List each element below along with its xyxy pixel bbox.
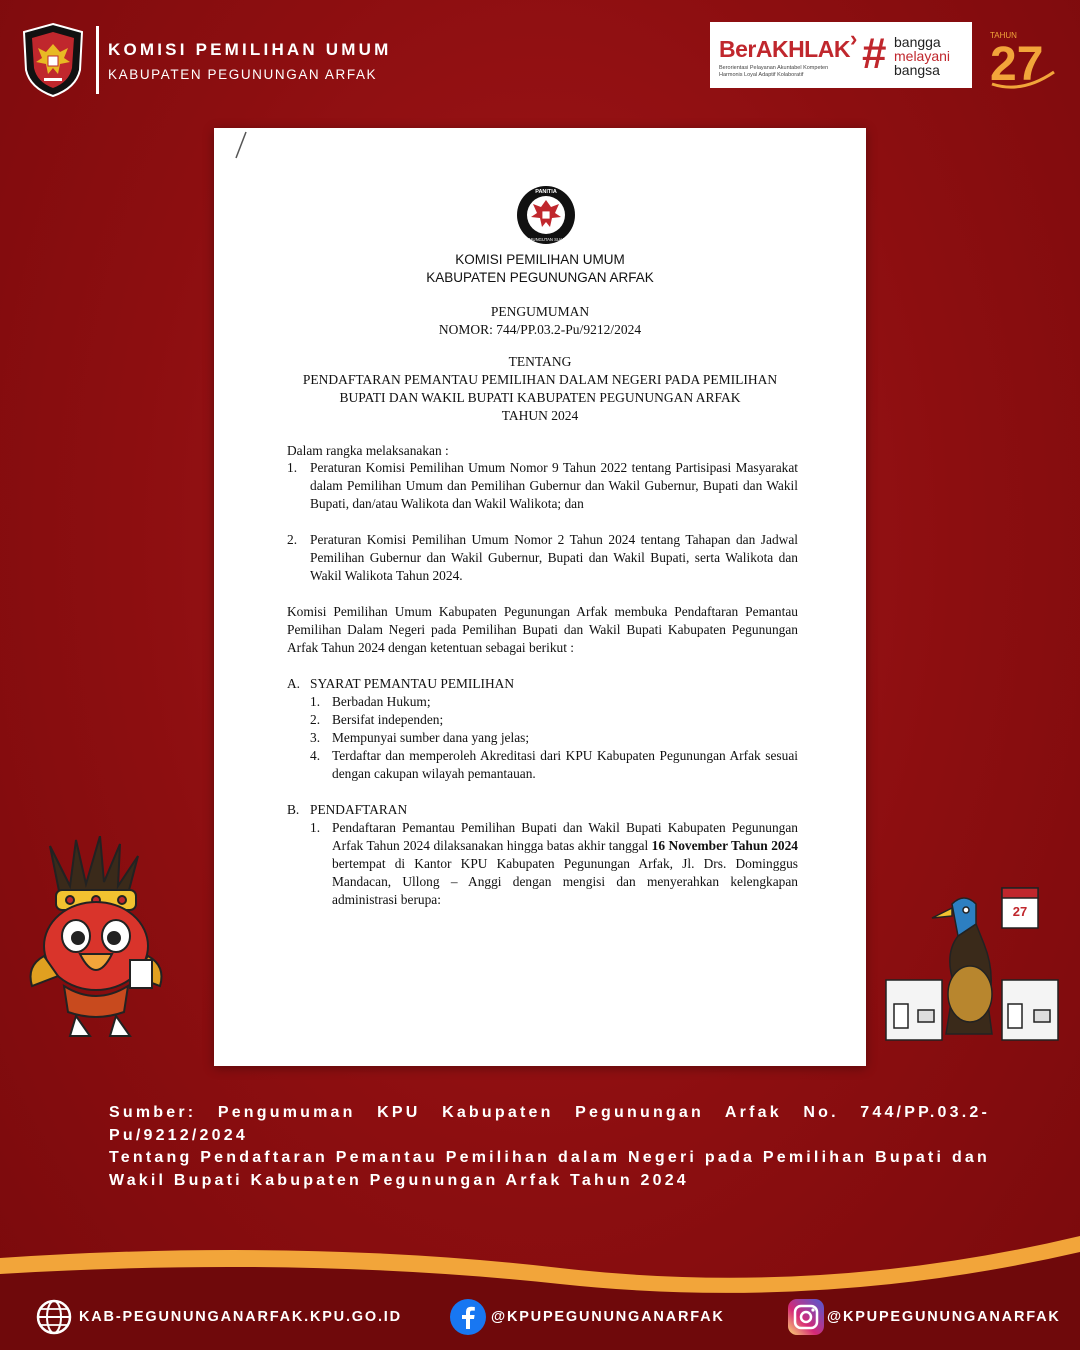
org-subtitle: KABUPATEN PEGUNUNGAN ARFAK	[108, 67, 378, 82]
list-item-number: 1.	[310, 694, 321, 709]
doc-number: NOMOR: 744/PP.03.2-Pu/9212/2024	[438, 322, 642, 337]
section-a-letter: A.	[287, 676, 301, 691]
list-item	[332, 819, 798, 909]
header	[0, 0, 1080, 120]
list-item-number: 3.	[310, 730, 321, 745]
list-item-text-before: Pendaftaran Pemantau Pemilihan Bupati dan Wakil Bupati Kabupaten Pegunungan Arfak Tahun 2024 dilaksanakan hingga batas akhir tanggal	[332, 820, 798, 853]
announcement-document	[214, 128, 866, 1066]
facebook-handle: @KPUPEGUNUNGANARFAK	[491, 1309, 725, 1325]
doc-subject-line2: BUPATI DAN WAKIL BUPATI KABUPATEN PEGUNUNGAN ARFAK	[339, 390, 741, 405]
section-b-title: PENDAFTARAN	[310, 802, 408, 817]
source-line1: Sumber: Pengumuman KPU Kabupaten Pegunungan Arfak No. 744/PP.03.2-Pu/9212/2024	[109, 1104, 990, 1144]
seal-top-text: PANITIA	[535, 189, 557, 195]
ref-number: 1.	[287, 460, 298, 475]
footer-wave	[0, 1228, 1080, 1350]
org-title: KOMISI PEMILIHAN UMUM	[108, 40, 392, 59]
berakhlak-word: BerAKHLAK	[719, 36, 850, 62]
instagram-handle: @KPUPEGUNUNGANARFAK	[827, 1309, 1061, 1325]
instagram-icon	[787, 1298, 825, 1336]
doc-intro: Dalam rangka melaksanakan :	[287, 443, 449, 458]
doc-subject-line3: TAHUN 2024	[501, 408, 579, 423]
kpu-logo-icon	[20, 22, 86, 98]
garuda-seal-icon	[516, 184, 576, 246]
anniversary-number: 27	[990, 38, 1044, 91]
hash-line1: bangga	[894, 34, 941, 50]
seal-bottom-text: PEMUNGUTAN SUARA	[523, 237, 569, 242]
deadline-date: 16 November Tahun 2024	[651, 838, 799, 853]
facebook-icon	[449, 1298, 487, 1336]
header-divider	[96, 26, 99, 94]
section-b-letter: B.	[287, 802, 300, 817]
hash-line2: melayani	[894, 48, 951, 64]
doc-announcement: PENGUMUMAN	[490, 304, 590, 319]
doc-about: TENTANG	[508, 354, 572, 369]
doc-org-line1: KOMISI PEMILIHAN UMUM	[455, 252, 625, 267]
list-item: Bersifat independen;	[332, 712, 444, 727]
berakhlak-tagline: Berorientasi Pelayanan Akuntabel Kompeten Harmonis Loyal Adaptif Kolaboratif	[719, 65, 829, 78]
list-item-number: 2.	[310, 712, 321, 727]
list-item-number: 1.	[310, 820, 321, 835]
ref-text: Peraturan Komisi Pemilihan Umum Nomor 2 Tahun 2024 tentang Tahapan dan Jadwal Pemilihan Gubernur dan Wakil Gubernur, Bupati dan Wakil Bupati, serta Walikota dan Wakil Walikota Tahun 2024.	[310, 532, 798, 583]
ref-number: 2.	[287, 532, 298, 547]
globe-icon	[35, 1298, 73, 1336]
list-item-number: 4.	[310, 748, 321, 763]
doc-org-line2: KABUPATEN PEGUNUNGAN ARFAK	[426, 270, 654, 285]
mascot-cassowary-illustration	[884, 884, 1060, 1046]
hash-icon: #	[862, 29, 887, 78]
ref-text: Peraturan Komisi Pemilihan Umum Nomor 9 Tahun 2022 tentang Partisipasi Masyarakat dalam Pemilihan Umum dan Pemilihan Gubernur dan Wakil Gubernur, Bupati dan Wakil Bupati, dan/atau Walikota dan Wakil Walikota; dan	[310, 460, 798, 511]
anniversary-word: TAHUN	[990, 31, 1017, 40]
calendar-number: 27	[1012, 904, 1028, 919]
source-caption	[109, 1102, 990, 1192]
list-item: Terdaftar dan memperoleh Akreditasi dari KPU Kabupaten Pegunungan Arfak sesuai dengan cakupan wilayah pemantauan.	[332, 748, 798, 781]
list-item: Berbadan Hukum;	[332, 694, 431, 709]
doc-subject-line1: PENDAFTARAN PEMANTAU PEMILIHAN DALAM NEGERI PADA PEMILIHAN	[302, 372, 778, 387]
anniversary-icon	[984, 26, 1060, 92]
list-item-text-after: bertempat di Kantor KPU Kabupaten Pegunungan Arfak, Jl. Drs. Dominggus Mandacan, Ullong – Anggi dengan mengisi dan menyerahkan kelengkapan administrasi berupa:	[332, 856, 798, 907]
hash-line3: bangsa	[894, 62, 940, 78]
chevron-right-icon: ›	[850, 26, 858, 51]
section-a-title: SYARAT PEMANTAU PEMILIHAN	[310, 676, 515, 691]
pen-mark-icon	[232, 130, 252, 160]
list-item: Mempunyai sumber dana yang jelas;	[332, 730, 530, 745]
mascot-bird-illustration	[20, 836, 172, 1042]
website-text: KAB-PEGUNUNGANARFAK.KPU.GO.ID	[79, 1309, 402, 1325]
doc-paragraph: Komisi Pemilihan Umum Kabupaten Pegunungan Arfak membuka Pendaftaran Pemantau Pemilihan Dalam Negeri pada Pemilihan Bupati dan Wakil Bupati Kabupaten Pegunungan Arfak Tahun 2024 dengan ketentuan sebagai berikut :	[287, 604, 798, 655]
berakhlak-badge	[710, 22, 972, 88]
source-line2: Tentang Pendaftaran Pemantau Pemilihan dalam Negeri pada Pemilihan Bupati dan Wakil Bupati Kabupaten Pegunungan Arfak Tahun 2024	[109, 1149, 990, 1189]
